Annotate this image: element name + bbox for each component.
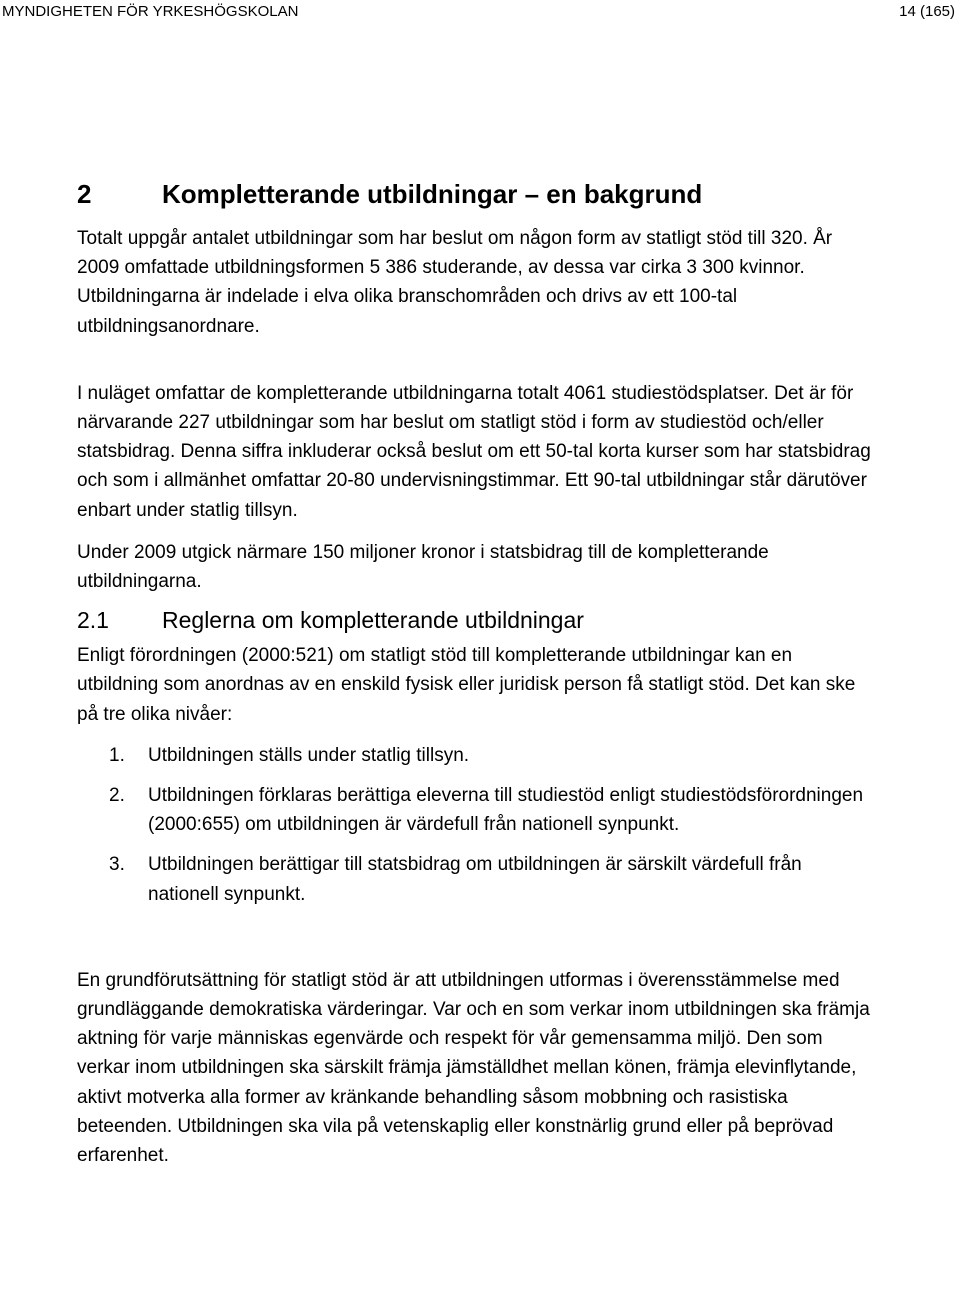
list-item-text: Utbildningen ställs under statlig tillsyn.: [148, 744, 470, 766]
list-item-text: Utbildningen förklaras berättiga eleverna till studiestöd enligt studiestödsförordningen (2000:655) om utbildningen är värdefull från nationell synpunkt.: [148, 785, 864, 836]
header-organization: MYNDIGHETEN FÖR YRKESHÖGSKOLAN: [2, 3, 299, 20]
paragraph-democratic-values: En grundförutsättning för statligt stöd är att utbildningen utformas i överensstämmelse med grundläggande demokratiska värderingar. Var och en som verkar inom utbildningen ska främja aktning för varje människas egenvärde och respekt för vår gemensamma miljö. Den som verkar inom utbildningen ska särskilt främja jämställdhet mellan könen, främja elevinflytande, aktivt motverka alla former av kränkande behandling såsom mobbning och rasistiska beteenden. Utbildningen ska vila på vetenskaplig eller konstnärlig grund eller på beprövad erfarenhet.: [77, 969, 870, 1167]
subsection-heading: [77, 603, 877, 637]
paragraph-study-places: I nuläget omfattar de kompletterande utbildningarna totalt 4061 studiestödsplatser. Det är för närvarande 227 utbildningar som har beslut om statligt stöd i form av studiestöd och/eller statsbidrag. Denna siffra inkluderar också beslut om ett 50-tal korta kurser som har statsbidrag och som i allmänhet omfattar 20-80 undervisningstimmar. Ett 90-tal utbildningar står därutöver enbart under statlig tillsyn.: [77, 382, 871, 521]
subsection-number: 2.1: [77, 607, 109, 634]
main-content: [77, 174, 877, 1170]
list-item: [77, 781, 877, 839]
section-heading: [77, 174, 877, 214]
subsection-title: Reglerna om kompletterande utbildningar: [162, 607, 584, 634]
list-item-number: 2.: [109, 785, 125, 807]
paragraph-overview: Totalt uppgår antalet utbildningar som har beslut om någon form av statligt stöd till 320. År 2009 omfattade utbildningsformen 5 386 studerande, av dessa var cirka 3 300 kvinnor. Utbildningarna är indelade i elva olika branschområden och drivs av ett 100-tal utbildningsanordnare.: [77, 228, 833, 337]
list-item-number: 3.: [109, 854, 125, 876]
section-title: Kompletterande utbildningar – en bakgrund: [162, 179, 703, 209]
support-levels-list: [77, 741, 877, 909]
list-item-number: 1.: [109, 744, 125, 766]
list-item: [77, 741, 877, 770]
section-number: 2: [77, 179, 92, 209]
running-header: [0, 0, 960, 26]
list-item: [77, 850, 877, 908]
paragraph-rules-intro: Enligt förordningen (2000:521) om statligt stöd till kompletterande utbildningar kan en utbildning som anordnas av en enskild fysisk eller juridisk person få statligt stöd. Det kan ske på tre olika nivåer:: [77, 645, 856, 725]
header-page-number: 14 (165): [899, 3, 955, 20]
list-item-text: Utbildningen berättigar till statsbidrag om utbildningen är särskilt värdefull från nationell synpunkt.: [148, 854, 802, 905]
paragraph-funding: Under 2009 utgick närmare 150 miljoner kronor i statsbidrag till de kompletterande utbildningarna.: [77, 541, 769, 593]
